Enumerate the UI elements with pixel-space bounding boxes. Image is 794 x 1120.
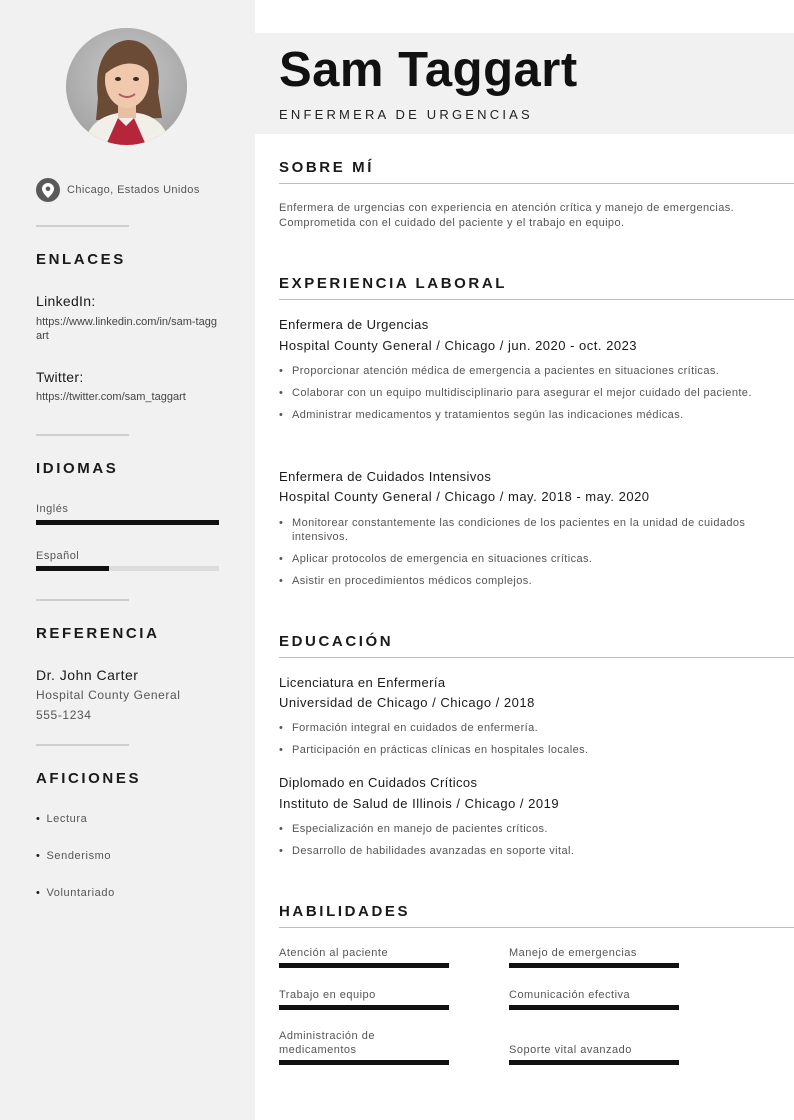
skill-item <box>509 1043 679 1057</box>
location-text: Chicago, Estados Unidos <box>67 184 200 196</box>
skill-item <box>509 988 679 1002</box>
map-pin-icon <box>36 178 60 202</box>
education-degree: Diplomado en Cuidados Críticos <box>279 775 478 790</box>
sidebar-divider <box>36 434 129 436</box>
bullet-item: • Participación en prácticas clínicas en hospitales locales. <box>279 743 774 757</box>
skill-name: Soporte vital avanzado <box>509 1044 632 1056</box>
links-heading: ENLACES <box>36 251 126 268</box>
skill-level-bar <box>509 963 679 968</box>
skill-item <box>279 988 449 1002</box>
skill-name: Comunicación efectiva <box>509 989 631 1001</box>
bullet-item: • Colaborar con un equipo multidisciplinario para asegurar el mejor cuidado del paciente. <box>279 386 774 400</box>
bullet-item: • Asistir en procedimientos médicos complejos. <box>279 574 774 588</box>
skill-level-bar <box>279 1005 449 1010</box>
bullet-item: • Especialización en manejo de pacientes críticos. <box>279 822 774 836</box>
twitter-label: Twitter: <box>36 369 84 385</box>
education-degree: Licenciatura en Enfermería <box>279 675 446 690</box>
language-level-fill <box>36 566 109 571</box>
section-rule <box>279 183 794 184</box>
section-rule <box>279 299 794 300</box>
hobby-item: • Lectura <box>36 813 88 825</box>
reference-heading: REFERENCIA <box>36 625 160 642</box>
skill-level-bar <box>509 1005 679 1010</box>
skill-name: Manejo de emergencias <box>509 947 637 959</box>
language-level-bar <box>36 520 219 525</box>
linkedin-link[interactable]: https://www.linkedin.com/in/sam-taggart <box>36 316 217 342</box>
bullet-item: • Proporcionar atención médica de emergencia a pacientes en situaciones críticas. <box>279 364 774 378</box>
bullet-item: • Formación integral en cuidados de enfermería. <box>279 721 774 735</box>
sidebar-divider <box>36 599 129 601</box>
skill-name: Trabajo en equipo <box>279 989 376 1001</box>
bullet-item: • Monitorear constantemente las condiciones de los pacientes en la unidad de cuidados intensivos. <box>279 516 774 544</box>
experience-bullets <box>279 516 774 596</box>
skill-level-bar <box>279 963 449 968</box>
experience-details: Hospital County General / Chicago / jun. 2020 - oct. 2023 <box>279 338 638 353</box>
skill-level-bar <box>509 1060 679 1065</box>
profile-photo-image <box>66 28 187 145</box>
skill-item <box>279 946 449 960</box>
sidebar-divider <box>36 744 129 746</box>
skill-name: Administración de medicamentos <box>279 1030 375 1056</box>
about-text: Enfermera de urgencias con experiencia en atención crítica y manejo de emergencias. Comprometida con el cuidado del paciente y el trabajo en equipo. <box>279 202 735 229</box>
hobby-item: • Voluntariado <box>36 887 115 899</box>
languages-heading: IDIOMAS <box>36 460 119 477</box>
education-details: Instituto de Salud de Illinois / Chicago / 2019 <box>279 796 560 811</box>
skill-item <box>509 946 679 960</box>
bullet-item: • Aplicar protocolos de emergencia en situaciones críticas. <box>279 552 774 566</box>
reference-phone: 555-1234 <box>36 708 92 722</box>
about-heading: SOBRE MÍ <box>279 159 374 176</box>
location <box>36 178 200 202</box>
skill-level-bar <box>279 1060 449 1065</box>
skills-heading: HABILIDADES <box>279 903 411 920</box>
reference-name: Dr. John Carter <box>36 667 139 683</box>
language-level-bar <box>36 566 219 571</box>
sidebar-divider <box>36 225 129 227</box>
reference-organization: Hospital County General <box>36 688 181 702</box>
language-level-fill <box>36 520 219 525</box>
person-name: Sam Taggart <box>279 43 578 97</box>
section-rule <box>279 657 794 658</box>
skill-name: Atención al paciente <box>279 947 389 959</box>
linkedin-label: LinkedIn: <box>36 293 96 309</box>
education-details: Universidad de Chicago / Chicago / 2018 <box>279 695 535 710</box>
experience-role: Enfermera de Cuidados Intensivos <box>279 469 492 484</box>
bullet-item: • Desarrollo de habilidades avanzadas en soporte vital. <box>279 844 774 858</box>
education-bullets <box>279 822 774 866</box>
bullet-item: • Administrar medicamentos y tratamientos según las indicaciones médicas. <box>279 408 774 422</box>
section-rule <box>279 927 794 928</box>
education-bullets <box>279 721 774 765</box>
hobbies-heading: AFICIONES <box>36 770 142 787</box>
language-name: Inglés <box>36 503 69 515</box>
profile-photo <box>66 28 187 145</box>
education-heading: EDUCACIÓN <box>279 633 394 650</box>
experience-details: Hospital County General / Chicago / may. 2018 - may. 2020 <box>279 489 650 504</box>
job-title: ENFERMERA DE URGENCIAS <box>279 107 533 122</box>
experience-heading: EXPERIENCIA LABORAL <box>279 275 508 292</box>
experience-bullets <box>279 364 774 430</box>
twitter-link[interactable]: https://twitter.com/sam_taggart <box>36 391 186 403</box>
experience-role: Enfermera de Urgencias <box>279 317 429 332</box>
language-name: Español <box>36 550 80 562</box>
hobby-item: • Senderismo <box>36 850 112 862</box>
skill-item <box>279 1029 409 1057</box>
